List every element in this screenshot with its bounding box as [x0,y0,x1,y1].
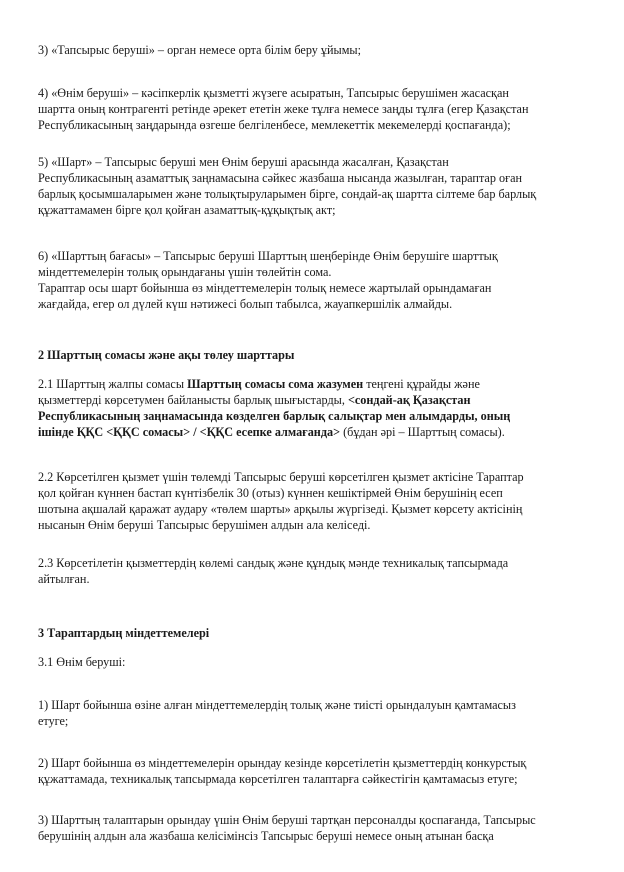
obligation-3 [38,812,536,844]
text: қызметтерді көрсетумен байланысты барлық шығыстарды, [38,393,348,407]
text: 5) «Шарт» – Тапсырыс беруші мен Өнім беруші арасында жасалған, Қазақстан [38,155,449,169]
bold-text: Шарттың сомасы сома жазумен [187,377,364,391]
text-line [38,501,524,517]
text: міндеттемелерін толық орындағаны үшін төлейтін сома. [38,265,332,279]
text: шартта оның контрагенті ретінде әрекет ететін жеке тұлға немесе заңды тұлға (егер Қазақстан [38,102,529,116]
text: жағдайда, егер ол дүлей күш нәтижесі болып табылса, жауапкершілік алмайды. [38,297,453,311]
text: 4) «Өнім беруші» – кәсіпкерлік қызметті жүзеге асыратын, Тапсырыс берушімен жасасқан [38,86,509,100]
text: 2.2 Көрсетілген қызмет үшін төлемді Тапсырыс беруші көрсетілген қызмет актісіне Тараптар [38,470,524,484]
text: құжаттамада, техникалық тапсырмада көрсетілген талаптарға сәйкестігін қамтамасыз етуге; [38,772,518,786]
text: берушінің алдын ала жазбаша келісімінсіз Тапсырыс беруші немесе оның атынан басқа [38,829,494,843]
text: 3) Шарттың талаптарын орындау үшін Өнім беруші тартқан персоналды қоспағанда, Тапсырыс [38,813,536,827]
text-line [38,117,528,133]
text-line [38,42,361,58]
text-line [38,347,294,363]
bold-text: ішінде ҚҚС <ҚҚС сомасы> / <ҚҚС есепке алмағанда> [38,425,341,439]
text-line [38,408,510,424]
text-line [38,424,510,440]
text: барлық қосымшаларымен және толықтыруларымен бірге, сондай-ақ шартта сілтеме бар барлық [38,187,537,201]
text: Республикасының заңдарында өзгеше белгіленбесе, мемлекеттік мекемелерді қоспағанда); [38,118,511,132]
text: нысанын Өнім беруші Тапсырыс берушімен алдын ала келіседі. [38,518,371,532]
text: етуге; [38,714,69,728]
text-line [38,697,516,713]
text: 2) Шарт бойынша өз міндеттемелерін орындау кезінде көрсетілетін қызметтердің конкурстық [38,756,527,770]
text: 2.3 Көрсетілетін қызметтердің көлемі сандық және құндық мәнде техникалық тапсырмада [38,556,509,570]
definition-4 [38,85,528,133]
text-line [38,555,508,571]
text-line [38,154,536,170]
text: айтылған. [38,572,90,586]
section-3-heading [38,625,209,641]
clause-2-1 [38,376,510,440]
obligation-1 [38,697,516,729]
text-line [38,755,526,771]
clause-3-1 [38,654,125,670]
text-line [38,264,498,280]
text: шотына ақшалай қаражат аудару «төлем шарты» арқылы жүргізеді. Қызмет көрсету актісінің [38,502,523,516]
text-line [38,771,526,787]
text-line [38,713,516,729]
text: Республикасының азаматтық заңнамасына сәйкес жазбаша нысанда жазылған, тараптар оған [38,171,522,185]
bold-text: <сондай-ақ Қазақстан [347,393,471,407]
text-line [38,654,125,670]
bold-text: Республикасының заңнамасында көзделген барлық салықтар мен алымдарды, оның [38,409,511,423]
clause-2-3 [38,555,508,587]
text-line [38,828,536,844]
bold-text: 2 Шарттың сомасы және ақы төлеу шарттары [38,348,295,362]
text: қол қойған күннен бастап күнтізбелік 30 (отыз) күннен кешіктірмей Өнім берушінің есеп [38,486,503,500]
text: 2.1 Шарттың жалпы сомасы [38,377,188,391]
text: теңгені құрайды және [363,377,480,391]
definition-5 [38,154,536,218]
text-line [38,469,524,485]
clause-2-2 [38,469,524,533]
text-line [38,85,528,101]
text: 3) «Тапсырыс беруші» – орган немесе орта білім беру ұйымы; [38,43,361,57]
definition-3 [38,42,361,58]
text: Тараптар осы шарт бойынша өз міндеттемелерін толық немесе жартылай орындамаған [38,281,492,295]
text: (бұдан әрі – Шарттың сомасы). [340,425,505,439]
text-line [38,170,536,186]
text: 3.1 Өнім беруші: [38,655,126,669]
text: 6) «Шарттың бағасы» – Тапсырыс беруші Шарттың шеңберінде Өнім берушіге шарттық [38,249,498,263]
text-line [38,625,209,641]
text-line [38,376,510,392]
text: 1) Шарт бойынша өзіне алған міндеттемелердің толық және тиісті орындалуын қамтамасыз [38,698,516,712]
text-line [38,517,524,533]
bold-text: 3 Тараптардың міндеттемелері [38,626,210,640]
text-line [38,202,536,218]
text-line [38,186,536,202]
section-2-heading [38,347,294,363]
text-line [38,392,510,408]
text-line [38,296,498,312]
text-line [38,101,528,117]
text-line [38,280,498,296]
text-line [38,571,508,587]
text-line [38,812,536,828]
text-line [38,485,524,501]
definition-6 [38,248,498,312]
text: құжаттамамен бірге қол қойған азаматтық-құқықтық акт; [38,203,336,217]
text-line [38,248,498,264]
obligation-2 [38,755,526,787]
